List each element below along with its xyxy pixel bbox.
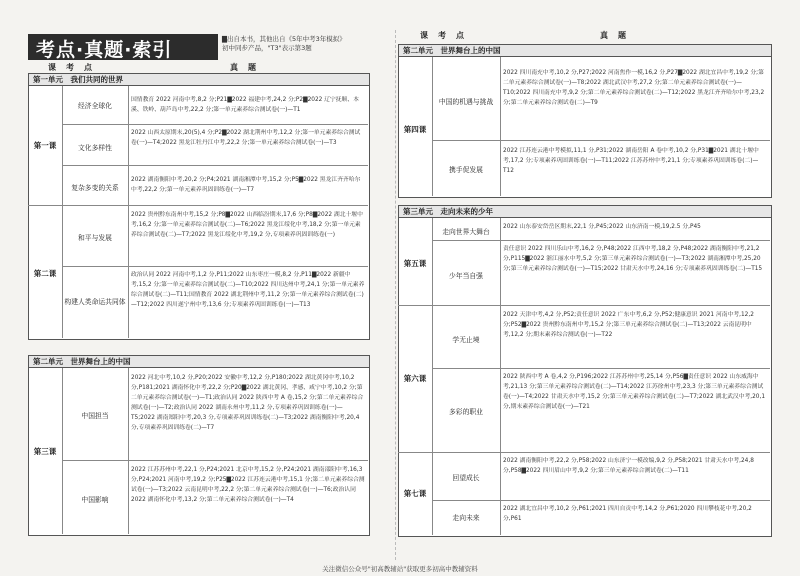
- note-line-2: 初中同步产品，"T3"表示第3题: [222, 44, 312, 52]
- topic-jingji: 经济全球化: [78, 102, 112, 110]
- topic-weilai: 走向未来: [452, 514, 480, 522]
- ref-jiyu: 2022 四川南充中考,10,2 分,P27;2022 河南焦作一模,16,2 分,P27▇2022 湖北宜昌中考,19,2 分;第二单元素养综合测试卷(一)—T8;2022 湖北武汉中考,27,2 分;第二单元素养综合测试卷(一)—T10;2022 四川南充中考,9,2 分;第二单元素养综合测试卷(二)—T12;2022 黑龙江齐齐哈尔中考,23,2 分;第二单元素养综合测试卷(二)—T9: [503, 70, 765, 106]
- right-unit-1: 第二单元 世界舞台上的中国: [398, 44, 772, 57]
- left-unit-1: 第一单元 我们共同的世界: [28, 73, 370, 86]
- right-col-kaodian: 课 考 点: [420, 31, 465, 40]
- lesson-4: 第四课: [403, 125, 427, 134]
- topic-danDang: 中国担当: [81, 412, 109, 420]
- ref-zhiye: 2022 陕西中考 A 卷,4,2 分,P196;2022 江苏苏州中考,25,14 分,P56▇责任意识 2022 山东威海中考,21,13 分;第三单元素养综合测试卷(二)—T14;2022 江苏徐州中考,23,3 分;第三单元素养综合测试卷(一)—T4;2022 甘肃天水中考,15,2 分;第三单元素养综合测试卷(二)—T7;2022 湖北武汉中考,20,1 分,期末素养综合测试卷(一)—T21: [503, 374, 766, 410]
- topic-yingxiang: 中国影响: [81, 496, 109, 504]
- left-col-zhenti: 真 题: [230, 63, 257, 72]
- topic-jiyu: 中国的机遇与挑战: [438, 98, 494, 106]
- lesson-7: 第七课: [403, 489, 427, 498]
- left-col-kaodian: 课 考 点: [48, 63, 93, 72]
- page-fold: [395, 30, 396, 560]
- topic-goujian: 构建人类命运共同体: [64, 298, 126, 306]
- page-title: 考点·真题·索引: [36, 39, 173, 61]
- header-note: [222, 35, 346, 53]
- lesson-5: 第五课: [403, 259, 427, 268]
- lesson-2: 第二课: [33, 269, 57, 278]
- ref-wenhua: 2022 山西太原期末,20(5),4 分;P2▇2022 湖北荆州中考,12,2 分;第一单元素养综合测试卷(一)—T4;2022 黑龙江牡丹江中考,22,2 分;第一单元素养综合测试卷(一)—T3: [131, 130, 361, 146]
- topic-fuza: 复杂多变的关系: [71, 184, 119, 192]
- topic-shaonian: 少年当自强: [449, 272, 483, 280]
- topic-zouxiang-shijie: 走向世界大舞台: [442, 228, 490, 236]
- ref-weilai: 2022 湖北宜昌中考,10,2 分,P61;2021 四川自贡中考,14,2 分,P61;2020 四川攀枝花中考,20,2 分,P61: [503, 506, 752, 522]
- topic-zhiye: 多彩的职业: [449, 408, 483, 416]
- ref-huiwang: 2022 湖南衡阳中考,22,2 分,P58;2022 山东济宁一模改编,9,2 分,P58;2021 甘肃天水中考,24,8 分,P58▇2022 四川眉山中考,9,2 分;第三单元素养综合测试卷(二)—T11: [503, 458, 754, 474]
- note-line-1: ▇出自本书，其他出自《5年中考3年模拟》: [222, 35, 346, 43]
- ref-jingji: 国情教育 2022 河南中考,8,2 分;P21▇2022 福建中考,24,2 分;P2▇2022 辽宁抚顺、本溪、铁岭、葫芦岛中考,22,2 分;第一单元素养综合测试卷(一)—T1: [131, 97, 359, 113]
- ref-danDang: 2022 河北中考,10,2 分,P20;2022 安徽中考,12,2 分,P180;2022 湖北黄冈中考,10,2 分,P181;2021 湖南怀化中考,22,2 分;P20▇2022 湖北黄冈、孝感、咸宁中考,10,2 分;第二单元素养综合测试卷(一)—T1;政治认同 2022 陕西中考 A 卷,15,2 分;第二单元素养综合测试卷(一)—T2;政治认同 2022 湖南永州中考,11,2 分,专项素养巩固训练卷(一)—T5;2022 湖南郑阳中考,20,3 分,专项素养巩固训练卷(二)—T3;2022 湖南衡阳中考,20,4 分,专项素养巩固训练卷(二)—T7: [131, 375, 364, 431]
- topic-heping: 和平与发展: [78, 234, 112, 242]
- page-footer: 关注微信公众号"初高教辅站"获取更多初高中教辅资料: [322, 565, 478, 573]
- ref-yingxiang: 2022 江苏苏州中考,22,1 分,P24;2021 北京中考,15,2 分,P24;2021 湖南邵阳中考,16,3 分,P24;2021 河南中考,19,2 分;P25▇2022 江苏连云港中考,15,1 分;第二单元素养综合测试卷(一)—T3;2022 云南昆明中考,22,2 分;第二单元素养综合测试卷(一)—T6;政治认同 2022 湖南怀化中考,13,2 分;第二单元素养综合测试卷(一)—T4: [131, 467, 365, 503]
- topic-wenhua: 文化多样性: [78, 144, 112, 152]
- ref-xieshou: 2022 江苏连云港中考模拟,11,1 分,P31;2022 湖南岳阳 A 卷中考,10,2 分,P31▇2021 湖北十堰中考,17,2 分;专项素养巩固训练卷(一)—T11;2022 江苏苏州中考,21,1 分;专项素养巩固训练卷(二)—T12: [503, 148, 759, 174]
- lesson-6: 第六课: [403, 374, 427, 383]
- ref-heping: 2022 贵州黔东南州中考,15,2 分;P8▇2022 山西临汾期末,17,6 分;P8▇2022 湖北十堰中考,16,2 分;第一单元素养综合测试卷(二)—T6;2022 黑龙江绥化中考,18,2 分;第一单元素养综合测试卷(二)—T7;2022 黑龙江绥化中考,19,2 分,专项素养巩固训练卷(一): [131, 212, 363, 238]
- topic-xieshou: 携手促发展: [449, 166, 483, 174]
- ref-fuza: 2022 湖南衡阳中考,20,2 分;P4;2021 湖南湘潭中考,15,2 分;P5▇2022 黑龙江齐齐哈尔中考,22,2 分;第一单元素养巩固训练卷(一)—T7: [131, 177, 361, 193]
- right-col-zhenti: 真 题: [600, 31, 627, 40]
- topic-huiwang: 回望成长: [452, 474, 480, 482]
- ref-zouxiang-shijie: 2022 山东泰安岱岳区期末,22,1 分,P45;2022 山东济南一模,19,2.5 分,P45: [503, 224, 701, 230]
- left-unit-2: 第二单元 世界舞台上的中国: [28, 355, 370, 368]
- ref-shaonian: 责任意识 2022 四川乐山中考,16,2 分,P48;2022 江西中考,18,2 分,P48;2022 湖南衡阳中考,21,2 分,P115▇2022 浙江丽水中考,5,2 分;第三单元素养综合测试卷(一)—T3;2022 湖南湘潭中考,25,20 分;第三单元素养综合测试卷(一)—T15;2022 甘肃天水中考,24,16 分;专项素养巩固训练卷(二)—T15: [503, 246, 763, 272]
- ref-xuewu: 2022 天津中考,4,2 分,P52;责任意识 2022 广东中考,6,2 分,P52;健康意识 2021 河南中考,12,2 分;P52▇2022 贵州黔东南州中考,15,2 分;第三单元素养综合测试卷(二)—T13;2022 云南昆明中考,12,2 分;期末素养综合测试卷(一)—T22: [503, 312, 754, 338]
- lesson-3: 第三课: [33, 447, 57, 456]
- lesson-1: 第一课: [33, 141, 57, 150]
- ref-goujian: 政治认同 2022 河南中考,1,2 分,P11;2022 山东枣庄一模,8,2 分,P11▇2022 新疆中考,15,2 分;第一单元素养综合测试卷(二)—T10;2022 四川达州中考,24,1 分;第一单元素养综合测试卷(二)—T11;国情教育 2022 湖北荆州中考,11,2 分;第一单元素养综合测试卷(二)—T12;2022 四川遂宁州中考,13,6 分;专项素养巩固训练卷(一)—T13: [131, 272, 365, 308]
- right-unit-2: 第三单元 走向未来的少年: [398, 205, 772, 218]
- topic-xuewu: 学无止境: [452, 336, 480, 344]
